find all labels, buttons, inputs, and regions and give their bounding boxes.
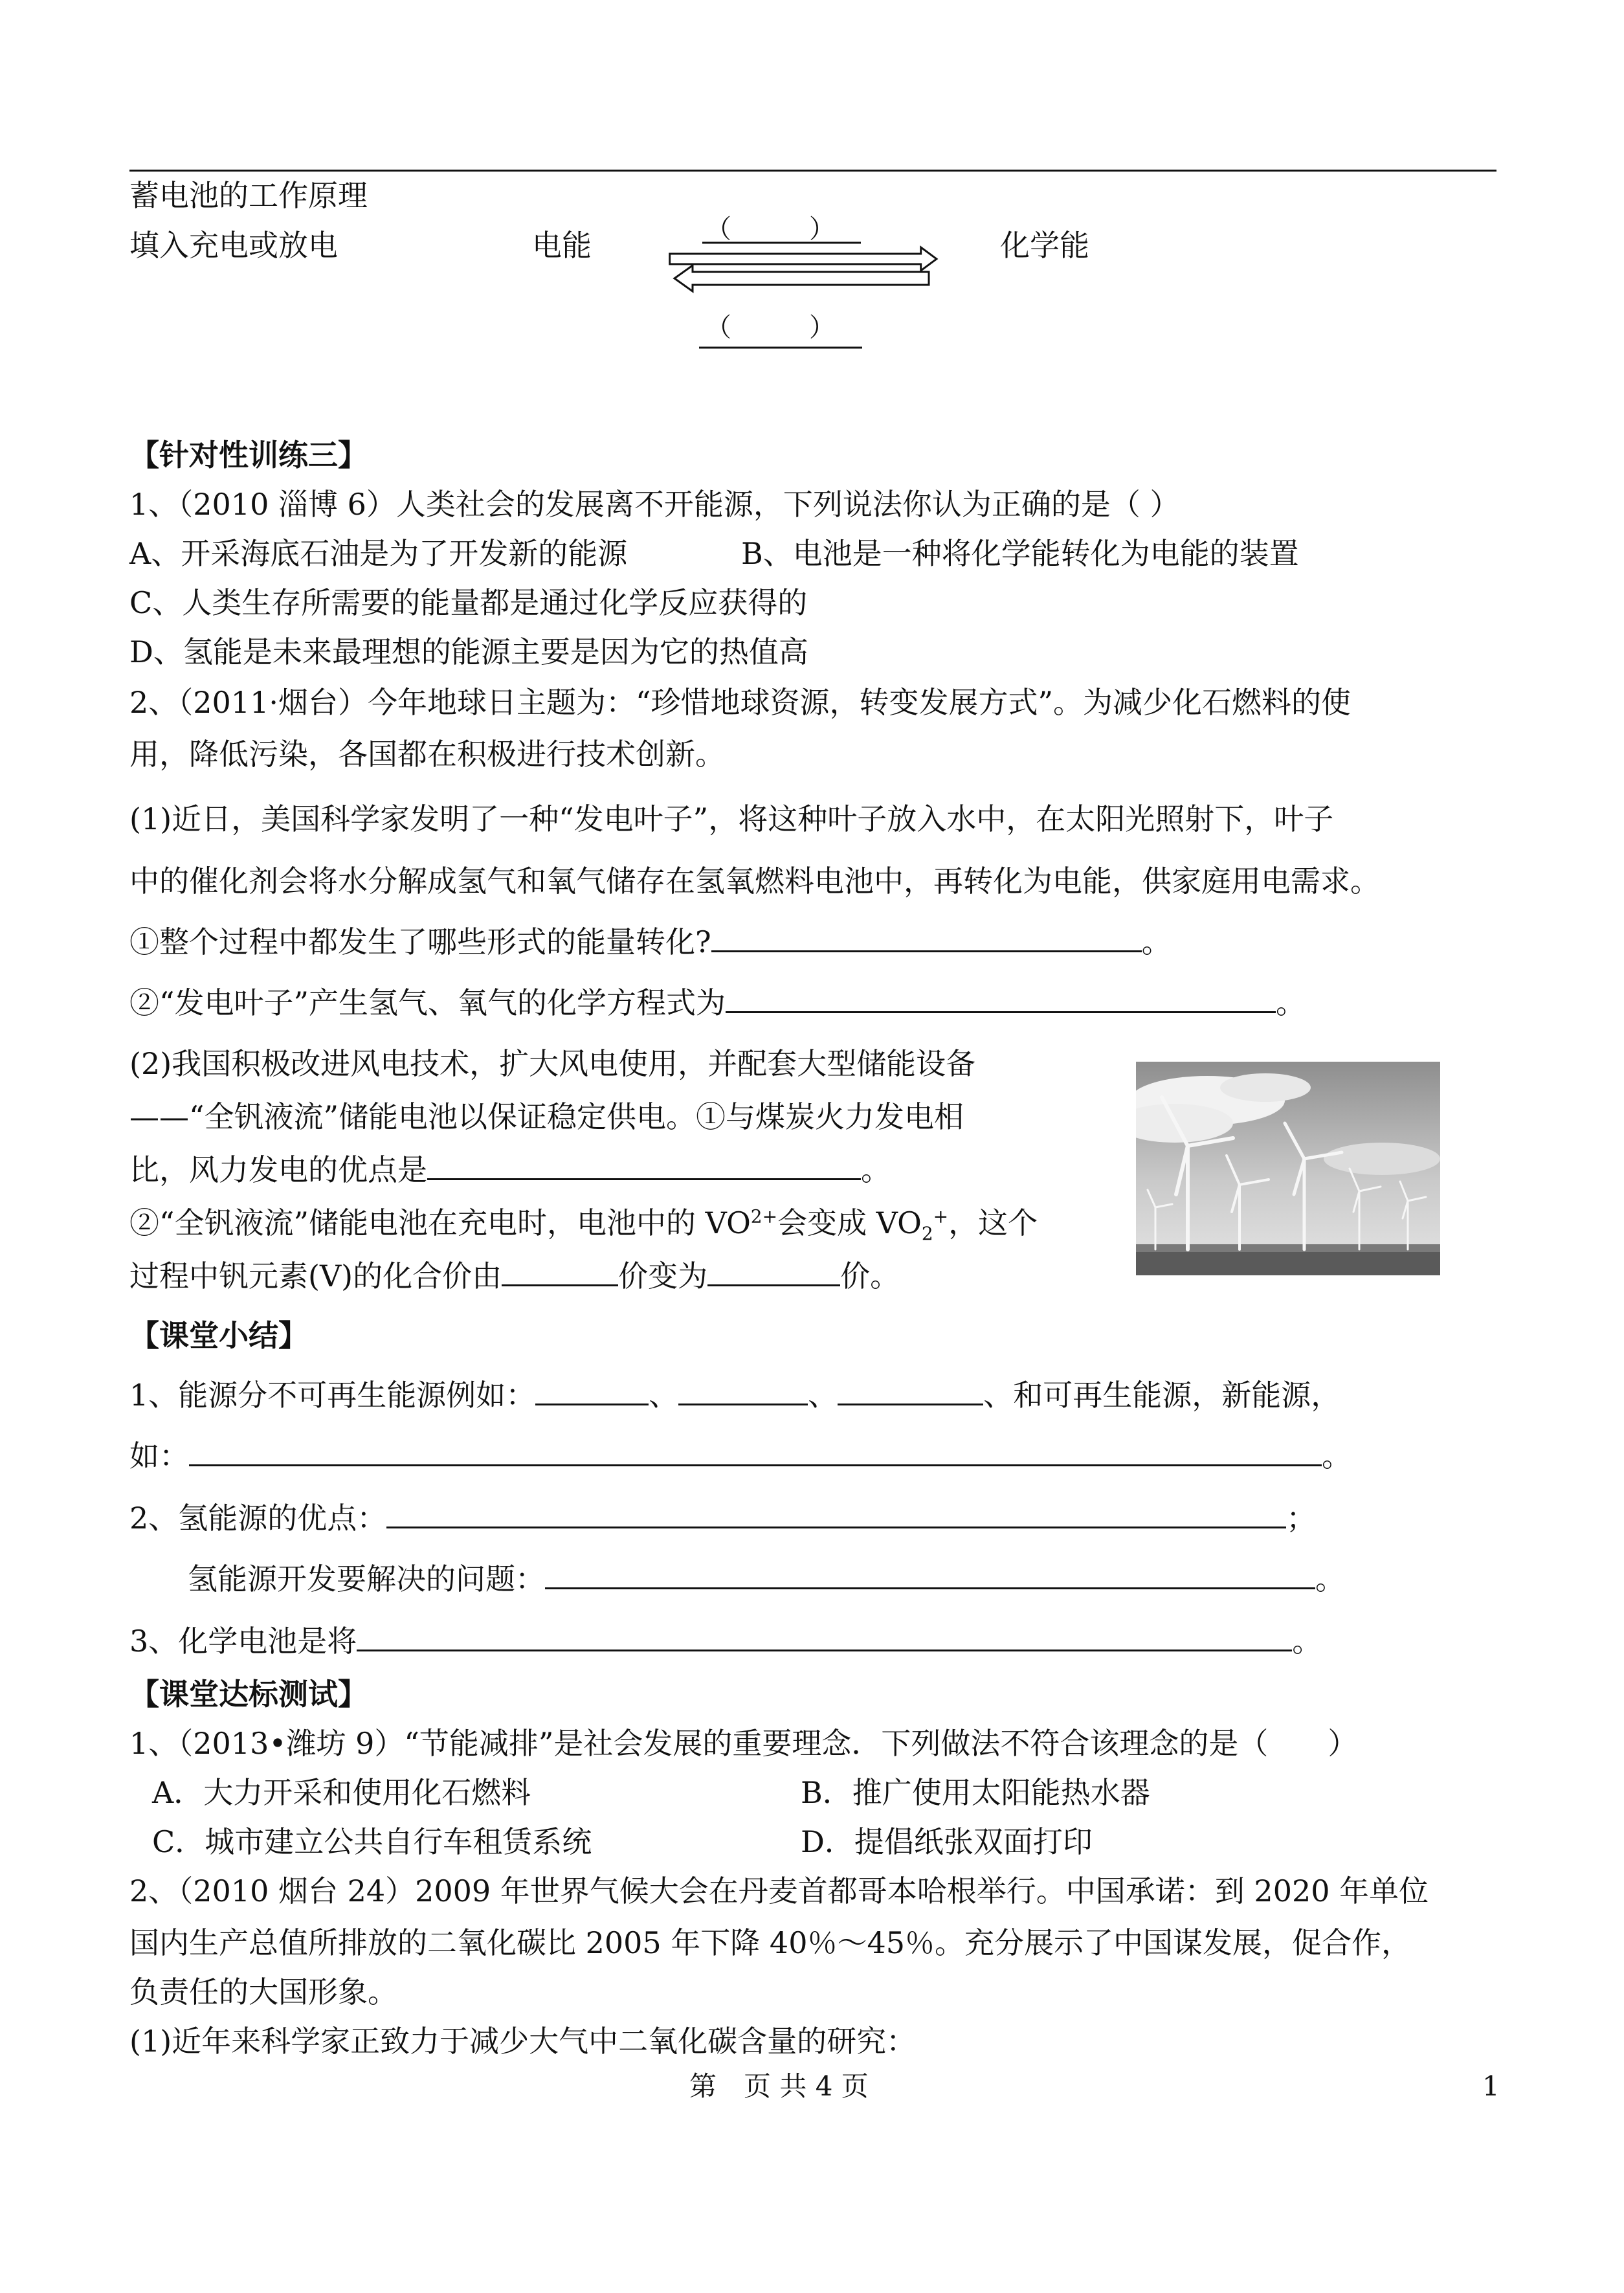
- summary-item1-line2: [129, 1438, 1351, 1474]
- training3-q2-part2-line3: [129, 1152, 891, 1188]
- training3-q2-part2-line1: (2)我国积极改进风电技术，扩大风电使用，并配套大型储能设备: [129, 1046, 976, 1081]
- test-q2-part1: (1)近年来科学家正致力于减少大气中二氧化碳含量的研究：: [129, 2024, 917, 2059]
- wind-turbine-photo: [1136, 1062, 1440, 1275]
- training3-q2-item1: [129, 924, 1172, 960]
- summary1-text-b: 、和可再生能源，新能源，: [983, 1378, 1341, 1413]
- training3-q1-option-b: B、电池是一种将化学能转化为电能的装置: [741, 536, 1299, 571]
- part2-line3-period: 。: [861, 1152, 891, 1187]
- summary2-text-a: 2、氢能源的优点：: [129, 1501, 387, 1536]
- summary1-text-a: 1、能源分不可再生能源例如：: [129, 1378, 536, 1413]
- summary-item2-line2: [188, 1561, 1345, 1597]
- equation-blank[interactable]: [726, 985, 1276, 1013]
- summary2-semicolon: ；: [1286, 1501, 1317, 1536]
- training3-q2-line2: 用，降低污染，各国都在积极进行技术创新。: [129, 737, 725, 772]
- summary-item3: [129, 1624, 1322, 1659]
- item1-period: 。: [1141, 924, 1172, 959]
- summary3-period: 。: [1292, 1624, 1322, 1659]
- test-q1-stem: 1、（2013•潍坊 9）“节能减排”是社会发展的重要理念．下列做法不符合该理念的是（ ）: [129, 1726, 1358, 1761]
- training3-heading: 【针对性训练三】: [129, 438, 368, 473]
- hydrogen-problem-blank[interactable]: [545, 1561, 1315, 1589]
- training3-q2-line1: 2、（2011·烟台）今年地球日主题为：“珍惜地球资源，转变发展方式”。为减少化石燃料的使: [129, 685, 1351, 720]
- footer-page-number: 1: [1482, 2070, 1500, 2102]
- test-q2-line1: 2、（2010 烟台 24）2009 年世界气候大会在丹麦首都哥本哈根举行。中国承诺：到 2020 年单位: [129, 1874, 1429, 1908]
- test-heading: 【课堂达标测试】: [129, 1677, 368, 1712]
- battery-top-paren: （ ）: [706, 214, 835, 244]
- battery-bottom-paren: （ ）: [706, 313, 835, 342]
- footer-page-count: 第 页 共 4 页: [689, 2070, 869, 2102]
- test-q1-option-d: D．提倡纸张双面打印: [801, 1824, 1093, 1859]
- item2-text: ②“发电叶子”产生氢气、氧气的化学方程式为: [129, 985, 726, 1020]
- vanadium-text-b: 会变成 VO: [777, 1205, 922, 1240]
- training3-q2-part2-line5: [129, 1258, 900, 1294]
- summary1-sep-1: 、: [649, 1378, 679, 1413]
- training3-q2-part2-line2: ——“全钒液流”储能电池以保证稳定供电。①与煤炭火力发电相: [129, 1099, 964, 1134]
- summary2-period: 。: [1315, 1561, 1345, 1596]
- vanadium-text-c: ，这个: [948, 1205, 1038, 1240]
- test-q1-option-c: C．城市建立公共自行车租赁系统: [152, 1824, 592, 1859]
- vo2-subscript: 2: [921, 1223, 933, 1245]
- vanadium-text-a: ②“全钒液流”储能电池在充电时，电池中的 VO: [129, 1205, 751, 1240]
- charge-discharge-arrows: [667, 236, 939, 353]
- hydrogen-advantage-blank[interactable]: [386, 1501, 1286, 1528]
- energy-conversion-blank[interactable]: [711, 924, 1142, 952]
- wind-advantage-blank[interactable]: [427, 1152, 861, 1180]
- item1-text: ①整个过程中都发生了哪些形式的能量转化?: [129, 924, 711, 959]
- summary1-text-c: 如：: [129, 1438, 189, 1473]
- top-rule: [129, 170, 1496, 172]
- training3-q2-item2: [129, 985, 1306, 1021]
- valence-text-b: 价变为: [618, 1258, 708, 1293]
- nonrenewable-blank-3[interactable]: [838, 1378, 983, 1405]
- valence-from-blank[interactable]: [502, 1258, 618, 1286]
- part2-line3-text: 比，风力发电的优点是: [129, 1152, 427, 1187]
- test-q2-line3: 负责任的大国形象。: [129, 1974, 397, 2009]
- summary3-text: 3、化学电池是将: [129, 1624, 357, 1659]
- training3-q2-part2-line4: [129, 1205, 1038, 1245]
- summary1-sep-2: 、: [808, 1378, 838, 1413]
- summary-item1: [129, 1378, 1340, 1413]
- training3-q1-option-c: C、人类生存所需要的能量都是通过化学反应获得的: [129, 585, 808, 620]
- test-q2-line2: 国内生产总值所排放的二氧化碳比 2005 年下降 40％～45％。充分展示了中国谋发展，促合作，: [129, 1925, 1411, 1960]
- battery-left-label: 电能: [532, 228, 592, 263]
- summary-item2: [129, 1501, 1316, 1536]
- vo2-charge-sup: +: [933, 1205, 949, 1227]
- training3-q2-part1-line1: (1)近日，美国科学家发明了一种“发电叶子”，将这种叶子放入水中，在太阳光照射下，叶子: [129, 801, 1334, 836]
- summary2-text-b: 氢能源开发要解决的问题：: [188, 1561, 545, 1596]
- test-q1-option-a: A．大力开采和使用化石燃料: [152, 1775, 531, 1810]
- nonrenewable-blank-2[interactable]: [678, 1378, 808, 1405]
- training3-q1-stem: 1、（2010 淄博 6）人类社会的发展离不开能源，下列说法你认为正确的是（ ）: [129, 487, 1180, 522]
- nonrenewable-blank-1[interactable]: [535, 1378, 649, 1405]
- item2-period: 。: [1276, 985, 1306, 1020]
- new-energy-blank[interactable]: [189, 1438, 1322, 1466]
- summary-heading: 【课堂小结】: [129, 1318, 308, 1353]
- battery-heading: 蓄电池的工作原理: [129, 178, 368, 213]
- summary1-period: 。: [1322, 1438, 1351, 1473]
- valence-text-a: 过程中钒元素(V)的化合价由: [129, 1258, 502, 1293]
- training3-q2-part1-line2: 中的催化剂会将水分解成氢气和氧气储存在氢氧燃料电池中，再转化为电能，供家庭用电需求。: [129, 864, 1380, 899]
- training3-q1-option-a: A、开采海底石油是为了开发新的能源: [129, 536, 628, 571]
- valence-to-blank[interactable]: [707, 1258, 840, 1286]
- test-q1-option-b: B．推广使用太阳能热水器: [801, 1775, 1150, 1810]
- training3-q1-option-d: D、氢能是未来最理想的能源主要是因为它的热值高: [129, 634, 808, 669]
- chemical-battery-blank[interactable]: [357, 1624, 1292, 1651]
- vo-charge-sup: 2+: [750, 1205, 778, 1227]
- battery-right-label: 化学能: [1000, 228, 1089, 263]
- battery-instruction: 填入充电或放电: [129, 228, 338, 263]
- valence-text-c: 价。: [840, 1258, 900, 1293]
